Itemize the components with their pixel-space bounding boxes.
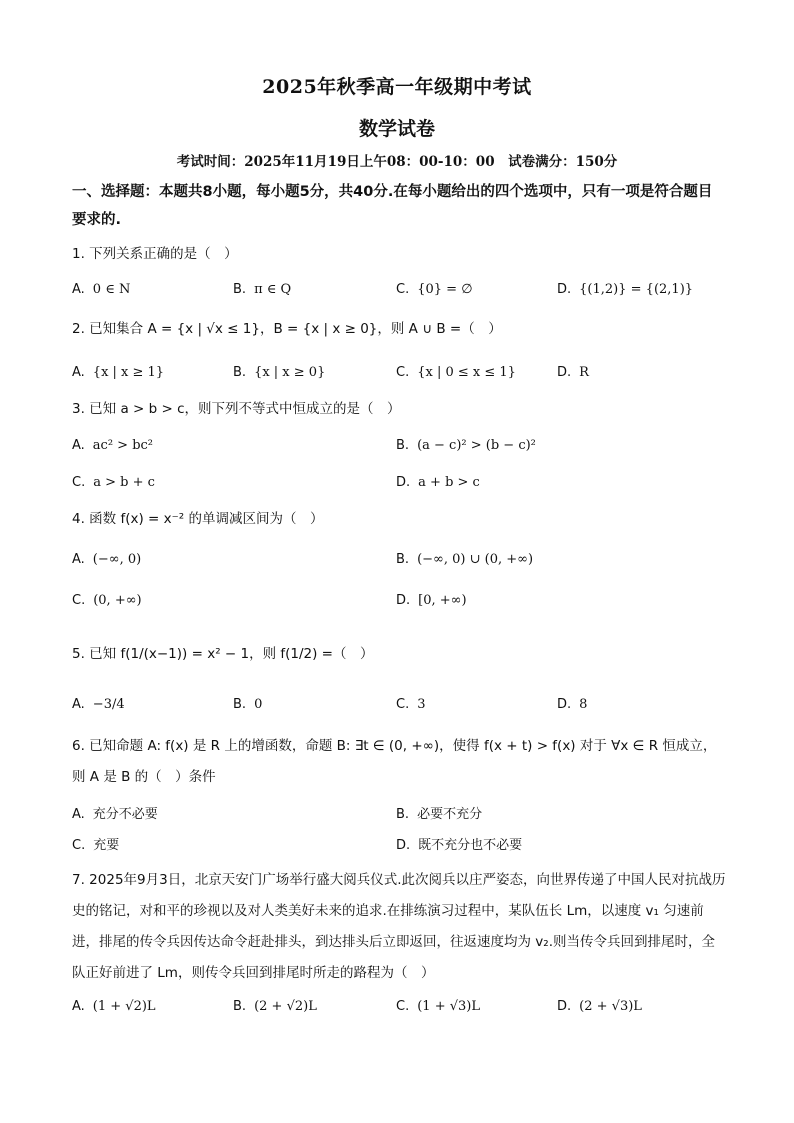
q3-option-c: [72, 472, 155, 494]
option-label: C.: [396, 282, 410, 297]
option-text: 0 ∈ N: [92, 282, 131, 297]
option-text: 充分不必要: [92, 807, 158, 822]
option-label: C.: [72, 593, 86, 608]
q2-option-b: [233, 362, 325, 384]
q7-option-b: [233, 996, 317, 1018]
option-text: {x | x ≥ 0}: [254, 365, 326, 380]
question-5-stem: 5. 已知 f(1/(x−1)) = x² − 1，则 f(1/2) =（ ）: [72, 646, 374, 662]
option-label: D.: [396, 593, 411, 608]
q6-option-b: [396, 804, 482, 826]
option-label: B.: [396, 807, 410, 822]
q7-option-d: [557, 996, 642, 1018]
q5-option-a: [72, 694, 125, 716]
option-label: C.: [396, 697, 410, 712]
option-label: C.: [72, 475, 86, 490]
option-label: D.: [396, 838, 411, 853]
option-text: [0, +∞): [418, 593, 467, 608]
option-text: (1 + √3)L: [417, 999, 480, 1014]
option-text: a > b + c: [93, 475, 155, 490]
q5-option-b: [233, 694, 262, 716]
option-label: B.: [233, 365, 247, 380]
option-label: A.: [72, 807, 85, 822]
option-text: {x | 0 ≤ x ≤ 1}: [417, 365, 516, 380]
q1-option-a: [72, 279, 130, 301]
q4-option-b: [396, 549, 533, 571]
q2-option-c: [396, 362, 516, 384]
q6-option-d: [396, 835, 522, 857]
q7-option-c: [396, 996, 480, 1018]
option-text: (a − c)² > (b − c)²: [417, 438, 536, 453]
option-label: B.: [233, 697, 247, 712]
q5-option-c: [396, 694, 426, 716]
option-text: π ∈ Q: [254, 282, 292, 297]
option-label: A.: [72, 282, 85, 297]
option-text: {0} = ∅: [417, 282, 473, 297]
option-text: {(1,2)} = {(2,1)}: [579, 282, 694, 297]
option-label: B.: [233, 282, 247, 297]
option-label: C.: [72, 838, 86, 853]
option-label: D.: [557, 697, 572, 712]
option-label: B.: [233, 999, 247, 1014]
option-label: A.: [72, 438, 85, 453]
option-text: (1 + √2)L: [92, 999, 156, 1014]
subject-title: 数学试卷: [358, 118, 435, 140]
option-text: (0, +∞): [93, 593, 142, 608]
option-label: D.: [557, 999, 572, 1014]
q2-option-d: [557, 362, 589, 384]
option-label: C.: [396, 365, 410, 380]
q1-option-d: [557, 279, 693, 301]
option-text: 3: [417, 697, 426, 712]
option-text: −3/4: [92, 697, 125, 712]
q5-option-d: [557, 694, 587, 716]
option-text: (2 + √3)L: [579, 999, 642, 1014]
question-7-stem: 7. 2025年9月3日，北京天安门广场举行盛大阅兵仪式.此次阅兵以庄严姿态，向世界传递了中国人民对抗战历史的铭记，对和平的珍视以及对人类美好未来的追求.在排练演习过程中，某队伍长 Lm，以速度 v₁ 匀速前进，排尾的传令兵因传达命令赶赴排头，到达排头后立即返回，往返速度均为 v₂.则当传令兵回到排尾时，全队正好前进了 Lm，则传令兵回到排尾时所走的路程为（ ）: [72, 872, 726, 981]
option-label: B.: [396, 438, 410, 453]
q7-option-a: [72, 996, 156, 1018]
section-heading: 一、选择题：本题共8小题，每小题5分，共40分.在每小题给出的四个选项中，只有一项是符合题目要求的.: [72, 184, 713, 228]
q6-option-a: [72, 804, 158, 826]
question-2-stem: 2. 已知集合 A = {x | √x ≤ 1}，B = {x | x ≥ 0}，则 A ∪ B =（ ）: [72, 321, 502, 337]
option-text: 0: [254, 697, 263, 712]
option-text: 充要: [93, 838, 120, 853]
option-text: (−∞, 0) ∪ (0, +∞): [417, 552, 534, 567]
option-text: ac² > bc²: [92, 438, 154, 453]
q4-option-a: [72, 549, 141, 571]
exam-title: 2025年秋季高一年级期中考试: [262, 76, 532, 98]
option-label: A.: [72, 365, 85, 380]
option-text: (2 + √2)L: [254, 999, 317, 1014]
option-text: {x | x ≥ 1}: [92, 365, 165, 380]
q3-option-d: [396, 472, 480, 494]
question-3-stem: 3. 已知 a > b > c，则下列不等式中恒成立的是（ ）: [72, 401, 401, 417]
exam-info: 考试时间：2025年11月19日上午08：00-10：00 试卷满分：150分: [176, 154, 618, 170]
option-label: D.: [396, 475, 411, 490]
option-text: 8: [579, 697, 588, 712]
question-1-stem: 1. 下列关系正确的是（ ）: [72, 246, 238, 262]
q1-option-c: [396, 279, 473, 301]
option-label: D.: [557, 282, 572, 297]
option-text: 既不充分也不必要: [418, 838, 523, 853]
option-text: 必要不充分: [417, 807, 483, 822]
q2-option-a: [72, 362, 164, 384]
option-label: C.: [396, 999, 410, 1014]
q4-option-c: [72, 590, 142, 612]
q4-option-d: [396, 590, 467, 612]
option-label: D.: [557, 365, 572, 380]
q1-option-b: [233, 279, 291, 301]
q3-option-a: [72, 435, 153, 457]
option-label: A.: [72, 552, 85, 567]
q3-option-b: [396, 435, 536, 457]
question-4-stem: 4. 函数 f(x) = x⁻² 的单调减区间为（ ）: [72, 511, 324, 527]
option-text: R: [579, 365, 589, 380]
question-6-stem: 6. 已知命题 A: f(x) 是 R 上的增函数，命题 B: ∃t ∈ (0, +∞)，使得 f(x + t) > f(x) 对于 ∀x ∈ R 恒成立，则 A 是 B 的（ ）条件: [72, 738, 717, 785]
option-text: (−∞, 0): [92, 552, 142, 567]
option-label: A.: [72, 999, 85, 1014]
q6-option-c: [72, 835, 119, 857]
option-label: A.: [72, 697, 85, 712]
option-label: B.: [396, 552, 410, 567]
option-text: a + b > c: [418, 475, 480, 490]
